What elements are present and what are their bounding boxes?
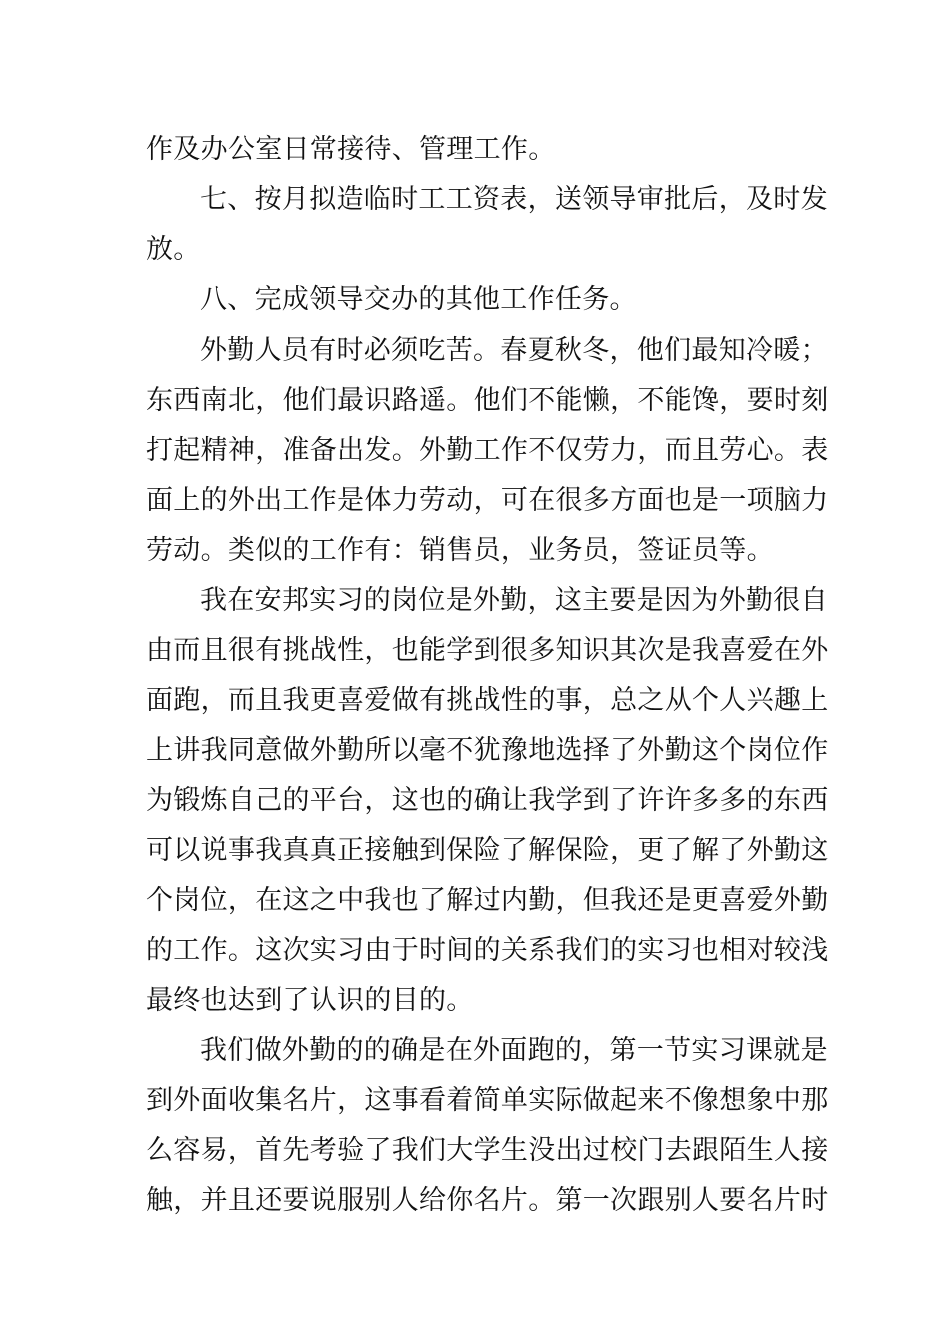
text-line: 劳动。类似的工作有：销售员，业务员，签证员等。: [146, 535, 774, 566]
text-line: 面跑，而且我更喜爱做有挑战性的事，总之从个人兴趣上: [146, 685, 829, 716]
text-line: 最终也达到了认识的目的。: [146, 985, 474, 1016]
text-line: 面上的外出工作是体力劳动，可在很多方面也是一项脑力: [146, 485, 829, 516]
text-line: 么容易，首先考验了我们大学生没出过校门去跟陌生人接: [146, 1135, 829, 1166]
text-line: 我们做外勤的的确是在外面跑的，第一节实习课就是: [200, 1035, 828, 1066]
text-line: 个岗位，在这之中我也了解过内勤，但我还是更喜爱外勤: [146, 885, 829, 916]
text-line: 打起精神，准备出发。外勤工作不仅劳力，而且劳心。表: [146, 435, 829, 466]
text-line: 可以说事我真真正接触到保险了解保险，更了解了外勤这: [146, 835, 829, 866]
text-line: 由而且很有挑战性，也能学到很多知识其次是我喜爱在外: [146, 635, 829, 666]
text-line: 为锻炼自己的平台，这也的确让我学到了许许多多的东西: [146, 785, 829, 816]
text-line: 七、按月拟造临时工工资表，送领导审批后，及时发: [200, 184, 828, 215]
text-line: 上讲我同意做外勤所以毫不犹豫地选择了外勤这个岗位作: [146, 735, 829, 766]
text-line: 放。: [146, 234, 201, 265]
text-line: 八、完成领导交办的其他工作任务。: [200, 284, 637, 315]
text-line: 到外面收集名片，这事看着简单实际做起来不像想象中那: [146, 1085, 829, 1116]
text-line: 我在安邦实习的岗位是外勤，这主要是因为外勤很自: [200, 585, 828, 616]
text-line: 东西南北，他们最识路遥。他们不能懒，不能馋，要时刻: [146, 385, 829, 416]
text-line: 作及办公室日常接待、管理工作。: [146, 134, 556, 165]
text-line: 触，并且还要说服别人给你名片。第一次跟别人要名片时: [146, 1185, 829, 1216]
text-line: 的工作。这次实习由于时间的关系我们的实习也相对较浅: [146, 935, 829, 966]
text-line: 外勤人员有时必须吃苦。春夏秋冬，他们最知冷暖；: [200, 335, 828, 366]
